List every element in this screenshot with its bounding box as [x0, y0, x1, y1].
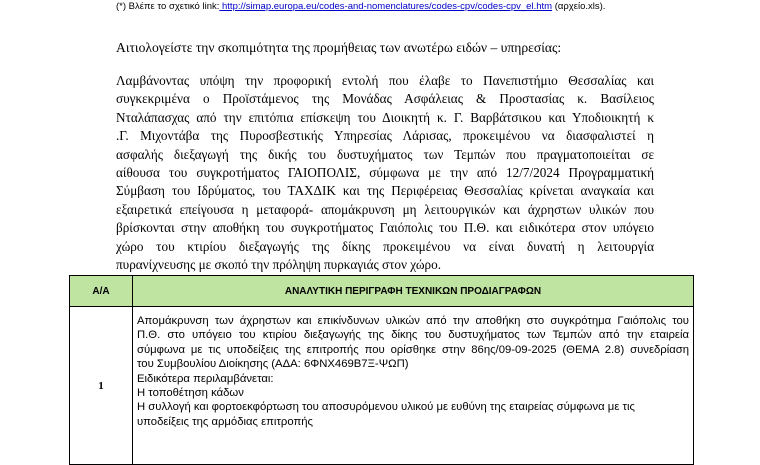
column-header-description: ΑΝΑΛΥΤΙΚΗ ΠΕΡΙΓΡΑΦΗ ΤΕΧΝΙΚΩΝ ΠΡΟΔΙΑΓΡΑΦΩΝ	[133, 276, 694, 307]
footnote-link-label: link:	[202, 1, 220, 12]
cpv-footnote	[116, 0, 605, 14]
footnote-suffix: (αρχείο.xls).	[552, 1, 606, 12]
description-line: υποδείξεις της αρμόδιας επιτροπής	[137, 415, 313, 428]
column-header-no: Α/Α	[70, 276, 133, 307]
paragraph-line: ασφαλής διεξαγωγή της δικής του δυστυχήματος των Τεμπών που πραγματοποιείται σε	[116, 146, 654, 162]
justification-question: Αιτιολογείστε την σκοπιμότητα της προμήθειας των ανωτέρω ειδών – υπηρεσίας:	[116, 40, 562, 55]
paragraph-line: Λαμβάνοντας υπόψη την προφορική εντολή που έλαβε το Πανεπιστήμιο Θεσσαλίας και	[116, 73, 654, 88]
cpv-codes-link[interactable]: http://simap.europa.eu/codes-and-nomenclatures/codes-cpv/codes-cpv_el.htm	[219, 1, 553, 12]
paragraph-line: χώρο του κτιρίου διεξαγωγής της δίκης προκειμένου να είναι δυνατή η λειτουργία	[116, 238, 654, 254]
description-line: του Συμβουλίου Διοίκησης (ΑΔΑ: 6ΦΝΧ469Β7Ξ-ΨΩΠ)	[137, 358, 409, 371]
table-row	[70, 307, 694, 465]
paragraph-line: Σύμβαση του Ιδρύματος, του ΤΑΧΔΙΚ και της Περιφέρειας Θεσσαλίας κρίνεται αναγκαία και	[116, 183, 654, 199]
description-line: Ειδικότερα περιλαμβάνεται:	[137, 372, 274, 385]
justification-paragraph	[116, 72, 654, 274]
paragraph-line: συγκεκριμένα ο Προϊστάμενος της Μονάδας Ασφάλειας & Προστασίας κ. Βασίλειος	[116, 91, 654, 107]
description-line: Η συλλογή και φορτοεκφόρτωση του αποσυρόμενου υλικού με ευθύνη της εταιρείας σύμφωνα με τις	[137, 401, 635, 414]
paragraph-line: βρίσκονται στην αποθήκη του συγκροτήματος Γαιόπολις του Π.Θ. και ειδικότερα στον υπόγειο	[116, 220, 654, 236]
paragraph-line: .Γ. Μιχοντάβα της Πυροσβεστικής Υπηρεσίας Λάρισας, προκειμένου να διασφαλιστεί η	[116, 128, 654, 144]
paragraph-line: Νταλάπασχας από την επιτόπια επίσκεψη του Διοικητή κ. Γ. Βαρβάτσικου και Υποδιοικητή κ	[116, 109, 654, 125]
description-line: σύμφωνα με τις υποδείξεις της επιτροπής που ορίσθηκε στην 86ης/09-09-2025 (ΘΕΜΑ 2.8) συνεδρίαση	[137, 343, 689, 356]
paragraph-line: πυρανίχνευσης με σκοπό την πρόληψη πυρκαγιάς στον χώρο.	[116, 257, 442, 273]
description-line: Η τοποθέτηση κάδων	[137, 387, 244, 400]
description-line: Απομάκρυνση των άχρηστων και επικίνδυνων υλικών από την αποθήκη στο συγκρότημα Γαιόπολις του	[137, 315, 689, 327]
footnote-prefix: (*) Βλέπε το σχετικό	[116, 1, 203, 12]
description-line: Π.Θ. στο υπόγειο του κτιρίου διεξαγωγής της δίκης του δυστυχήματος των Τεμπών από την εταιρεία	[137, 329, 689, 342]
row-description	[133, 307, 694, 465]
table-header-row	[70, 276, 694, 307]
paragraph-line: αίθουσα του συγκροτήματος ΓΑΙΟΠΟΛΙΣ, σύμφωνα με την από 12/7/2024 Προγραμματική	[116, 165, 654, 181]
row-number: 1	[70, 307, 133, 465]
paragraph-line: εξαιρετικά επείγουσα η μεταφορά- απομάκρυνση μη λειτουργικών και άχρηστων υλικών που	[116, 201, 654, 217]
technical-specifications-table	[69, 275, 694, 465]
